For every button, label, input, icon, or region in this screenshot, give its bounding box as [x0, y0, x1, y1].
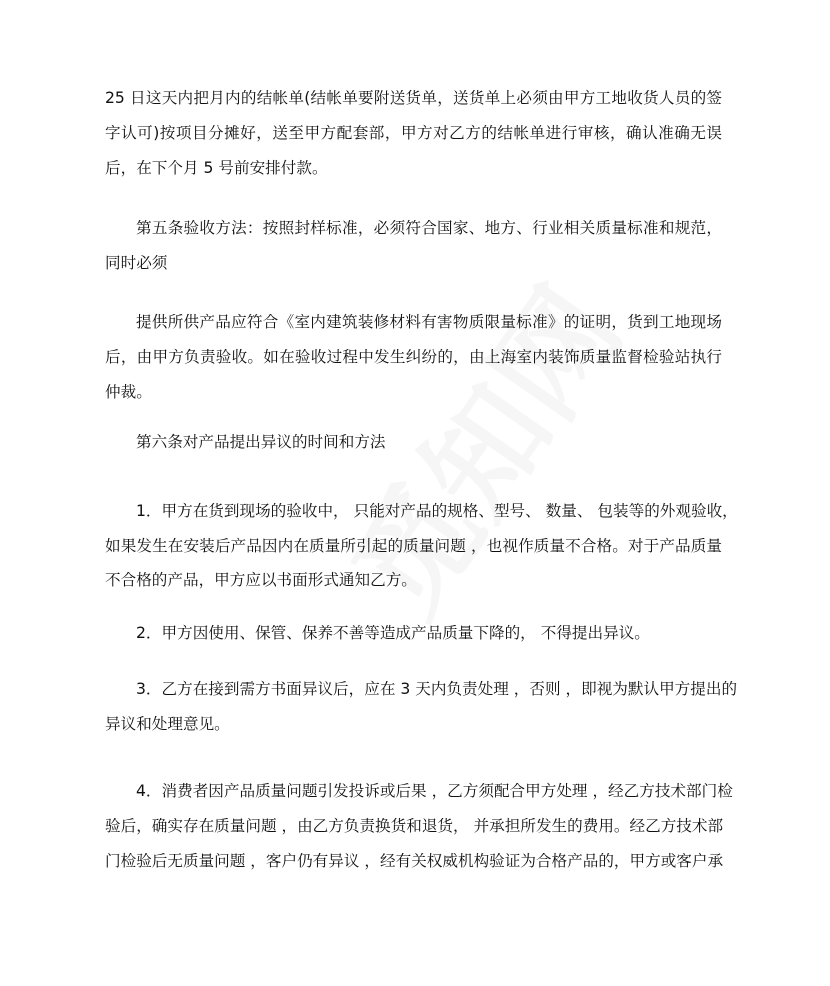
text-line: 2．甲方因使用、保管、保养不善等造成产品质量下降的， 不得提出异议。	[136, 624, 650, 642]
text-line: 25 日这天内把月内的结帐单(结帐单要附送货单，送货单上必须由甲方工地收货人员的签	[105, 89, 722, 107]
text-line: 后，由甲方负责验收。如在验收过程中发生纠纷的，由上海室内装饰质量监督检验站执行	[105, 348, 722, 366]
text-line: 提供所供产品应符合《室内建筑装修材料有害物质限量标准》的证明，货到工地现场	[136, 313, 722, 331]
text-line: 第五条验收方法：按照封样标准，必须符合国家、地方、行业相关质量标准和规范，	[136, 219, 722, 237]
text-line: 4．消费者因产品质量问题引发投诉或后果 ，乙方须配合甲方处理 ，经乙方技术部门检	[136, 782, 733, 800]
text-line: 后，在下个月 5 号前安排付款。	[105, 159, 328, 177]
text-line: 不合格的产品，甲方应以书面形式通知乙方。	[105, 571, 417, 589]
text-line: 仲裁。	[105, 383, 152, 401]
text-line: 3．乙方在接到需方书面异议后，应在 3 天内负责处理 ，否则 ，即视为默认甲方提出的	[136, 680, 738, 698]
text-line: 1．甲方在货到现场的验收中， 只能对产品的规格、型号、 数量、 包装等的外观验收，	[136, 502, 738, 520]
text-line: 同时必须	[105, 254, 168, 272]
text-line: 异议和处理意见。	[105, 715, 230, 733]
section-heading: 第六条对产品提出异议的时间和方法	[136, 433, 386, 451]
text-line: 门检验后无质量问题 ，客户仍有异议 ，经有关权威机构验证为合格产品的，甲方或客户承	[105, 852, 724, 870]
text-line: 如果发生在安装后产品因内在质量所引起的质量问题 ，也视作质量不合格。对于产品质量	[105, 537, 722, 555]
text-line: 字认可)按项目分摊好，送至甲方配套部，甲方对乙方的结帐单进行审核，确认准确无误	[105, 124, 722, 142]
text-line: 验后，确实存在质量问题 ，由乙方负责换货和退货， 并承担所发生的费用。经乙方技术部	[105, 817, 724, 835]
